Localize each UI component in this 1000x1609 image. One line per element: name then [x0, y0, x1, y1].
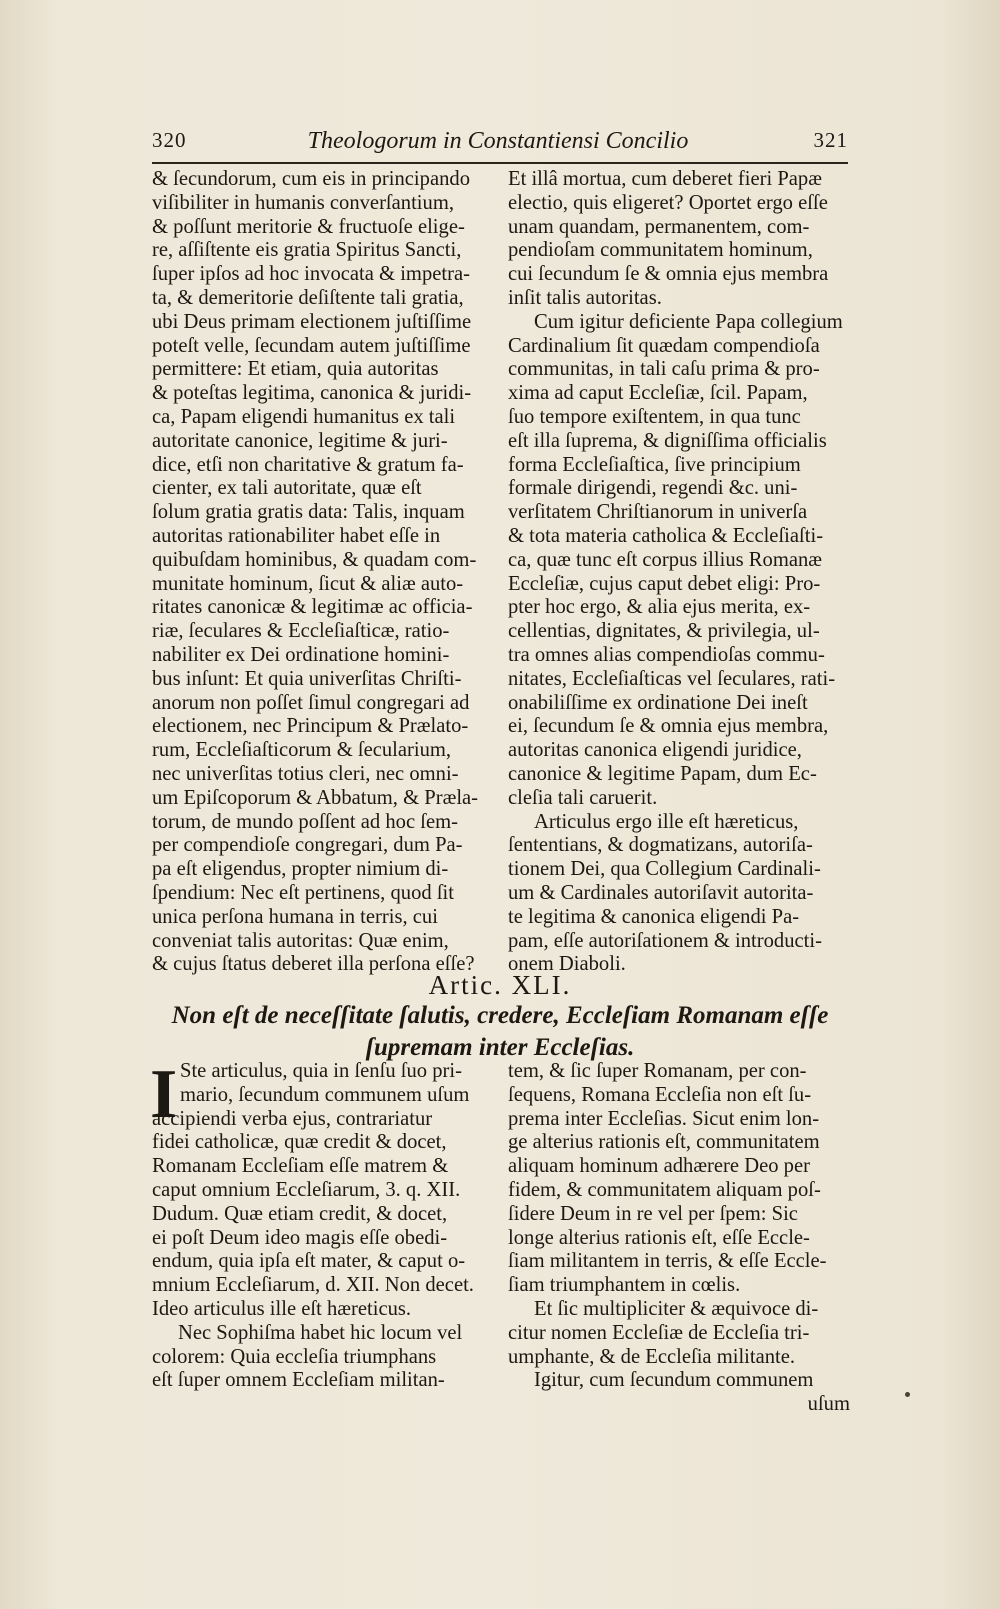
- text-line: & ſecundorum, cum eis in principando: [152, 168, 470, 190]
- text-line: ſiam triumphantem in cœlis.: [508, 1274, 741, 1297]
- text-line: Ideo articulus ille eſt hæreticus.: [152, 1297, 412, 1320]
- text-line: electio, quis eligeret? Oportet ergo eſſe: [508, 191, 828, 214]
- text-line: cellentias, dignitates, & privilegia, ul-: [508, 620, 820, 643]
- paragraph: [508, 1298, 850, 1369]
- text-line: fidei catholicæ, quæ credit & docet,: [152, 1131, 447, 1154]
- text-line: umphante, & de Eccleſia militante.: [508, 1345, 796, 1368]
- text-line: pter hoc ergo, & alia ejus merita, ex-: [508, 596, 811, 619]
- text-line: ge alterius rationis eſt, communitatem: [508, 1131, 820, 1154]
- page-number-right: 321: [813, 128, 848, 152]
- text-line: nitates, Eccleſiaſticas vel ſeculares, rati-: [508, 667, 836, 690]
- text-line: caput omnium Eccleſiarum, 3. q. XII.: [152, 1178, 461, 1201]
- right-column-top: [508, 168, 850, 977]
- text-line: ſuper ipſos ad hoc invocata & impetra-: [152, 263, 470, 286]
- text-line: ſolum gratia gratis data: Talis, inquam: [152, 501, 465, 524]
- text-line: viſibiliter in humanis converſantium,: [152, 191, 454, 214]
- text-line: Eccleſiæ, cujus caput debet eligi: Pro-: [508, 572, 821, 595]
- text-line: anorum non poſſet ſimul congregari ad: [152, 691, 470, 714]
- text-line: riæ, ſeculares & Eccleſiaſticæ, ratio-: [152, 620, 450, 643]
- text-line: mario, ſecundum communem uſum: [180, 1083, 470, 1106]
- text-line: nec univerſitas totius cleri, nec omni-: [152, 762, 459, 785]
- text-line: & poteſtas legitima, canonica & juridi-: [152, 382, 472, 405]
- text-line: torum, de mundo poſſent ad hoc ſem-: [152, 810, 458, 833]
- text-line: ta, & demeritorie deſiſtente tali gratia,: [152, 286, 464, 309]
- text-line: Igitur, cum ſecundum communem: [534, 1369, 814, 1392]
- text-line: ei poſt Deum ideo magis eſſe obedi-: [152, 1226, 448, 1249]
- text-line: autoritas rationabiliter habet eſſe in: [152, 524, 441, 547]
- running-header: [148, 128, 848, 158]
- text-line: fidem, & communitatem aliquam poſ-: [508, 1178, 821, 1201]
- text-line: ſententians, & dogmatizans, autoriſa-: [508, 834, 813, 857]
- text-line: autoritate canonice, legitime & juri-: [152, 429, 448, 452]
- catchword: uſum: [807, 1393, 850, 1416]
- text-line: nabiliter ex Dei ordinatione homini-: [152, 643, 450, 666]
- text-line: bus inſunt: Et quia univerſitas Chriſti-: [152, 667, 462, 690]
- paragraph: [508, 168, 850, 311]
- text-line: verſitatem Chriſtianorum in univerſa: [508, 501, 808, 524]
- text-line: forma Eccleſiaſtica, ſive principium: [508, 453, 801, 476]
- text-line: aliquam hominum adhærere Deo per: [508, 1155, 810, 1178]
- paragraph: [508, 311, 850, 811]
- text-line: poteſt velle, ſecundam autem juſtiſſime: [152, 334, 471, 357]
- text-line: dice, etſi non charitative & gratum fa-: [152, 453, 464, 476]
- text-line: pendioſam communitatem hominum,: [508, 239, 813, 262]
- text-line: quibuſdam hominibus, & quadam com-: [152, 548, 477, 571]
- text-line: ſuo tempore exiſtentem, in qua tunc: [508, 405, 801, 428]
- text-line: ſiam militantem in terris, & eſſe Eccle-: [508, 1250, 827, 1273]
- text-line: eſt ſuper omnem Eccleſiam militan-: [152, 1369, 445, 1392]
- page-number-left: 320: [152, 128, 187, 152]
- text-line: eſt illa ſuprema, & digniſſima officialis: [508, 429, 827, 452]
- text-line: canonice & legitime Papam, dum Ec-: [508, 762, 817, 785]
- text-line: Ste articulus, quia in ſenſu ſuo pri-: [180, 1060, 462, 1082]
- paragraph: [508, 811, 850, 978]
- paragraph: [150, 1056, 498, 1322]
- text-line: & tota materia catholica & Eccleſiaſti-: [508, 524, 824, 547]
- paragraph: [508, 1060, 850, 1298]
- text-line: Cum igitur deficiente Papa collegium: [534, 310, 843, 333]
- text-line: unica perſona humana in terris, cui: [152, 905, 438, 928]
- text-line: Et ſic multipliciter & æquivoce di-: [534, 1297, 819, 1320]
- text-line: rum, Eccleſiaſticorum & ſecularium,: [152, 739, 452, 762]
- text-line: tionem Dei, qua Collegium Cardinali-: [508, 858, 821, 881]
- text-line: longe alterius rationis eſt, eſſe Eccle-: [508, 1226, 810, 1249]
- right-column-bottom: [508, 1060, 850, 1417]
- text-line: cleſia tali caruerit.: [508, 786, 658, 809]
- text-line: te legitima & canonica eligendi Pa-: [508, 905, 800, 928]
- text-line: Romanam Eccleſiam eſſe matrem &: [152, 1155, 449, 1178]
- text-line: per compendioſe congregari, dum Pa-: [152, 834, 463, 857]
- text-line: tra omnes alias compendioſas commu-: [508, 643, 825, 666]
- text-line: xima ad caput Eccleſiæ, ſcil. Papam,: [508, 382, 808, 405]
- text-line: cienter, ex tali autoritate, quæ eſt: [152, 477, 422, 500]
- text-line: communitas, in tali caſu prima & pro-: [508, 358, 820, 381]
- text-line: pa eſt eligendus, propter nimium di-: [152, 858, 449, 881]
- left-column-bottom: [150, 1056, 498, 1393]
- text-line: munitate hominum, ſicut & aliæ auto-: [152, 572, 464, 595]
- text-line: Et illâ mortua, cum deberet fieri Papæ: [508, 168, 822, 190]
- article-subtitle-line: Non eſt de neceſſitate ſalutis, credere, Eccleſiam Romanam eſſe: [171, 1002, 829, 1029]
- text-line: onem Diaboli.: [508, 953, 626, 976]
- text-line: & cujus ſtatus deberet illa perſona eſſe?: [152, 953, 475, 976]
- text-line: conveniat talis autoritas: Quæ enim,: [152, 929, 449, 952]
- article-subtitle: [150, 1000, 850, 1064]
- text-line: onabiliſſime ex ordinatione Dei ineſt: [508, 691, 808, 714]
- text-line: colorem: Quia eccleſia triumphans: [152, 1345, 437, 1368]
- running-title: Theologorum in Constantiensi Concilio: [307, 128, 689, 154]
- text-line: ei, ſecundum ſe & omnia ejus membra,: [508, 715, 829, 738]
- article-subtitle-line: ſupremam inter Eccleſias.: [365, 1034, 635, 1061]
- text-line: pam, eſſe autoriſationem & introducti-: [508, 929, 822, 952]
- text-line: ca, Papam eligendi humanitus ex tali: [152, 405, 456, 428]
- drop-cap: I: [150, 1056, 178, 1133]
- text-line: mnium Eccleſiarum, d. XII. Non decet.: [152, 1274, 474, 1297]
- ink-spot: [905, 1392, 910, 1397]
- text-line: Dudum. Quæ etiam credit, & docet,: [152, 1202, 448, 1225]
- article-heading: Artic. XLI.: [428, 970, 572, 1000]
- text-line: formale dirigendi, regendi &c. uni-: [508, 477, 798, 500]
- text-line: ſequens, Romana Eccleſia non eſt ſu-: [508, 1083, 812, 1106]
- text-line: Cardinalium ſit quædam compendioſa: [508, 334, 820, 357]
- text-line: electionem, nec Principum & Prælato-: [152, 715, 469, 738]
- text-line: permittere: Et etiam, quia autoritas: [152, 358, 439, 381]
- text-line: citur nomen Eccleſiæ de Eccleſia tri-: [508, 1321, 810, 1344]
- text-line: accipiendi verba ejus, contrariatur: [152, 1107, 433, 1130]
- text-line: re, aſſiſtente eis gratia Spiritus Sancti,: [152, 239, 462, 262]
- text-line: ſpendium: Nec eſt pertinens, quod ſit: [152, 881, 454, 904]
- paragraph: [508, 1369, 850, 1393]
- text-line: Articulus ergo ille eſt hæreticus,: [534, 810, 799, 833]
- text-line: inſit talis autoritas.: [508, 286, 662, 309]
- text-line: ſidere Deum in re vel per ſpem: Sic: [508, 1202, 798, 1225]
- text-line: & poſſunt meritorie & fructuoſe elige-: [152, 215, 465, 238]
- text-line: ubi Deus primam electionem juſtiſſime: [152, 310, 472, 333]
- paragraph: [152, 1322, 498, 1393]
- text-line: cui ſecundum ſe & omnia ejus membra: [508, 263, 829, 286]
- header-rule: [152, 162, 848, 164]
- text-line: Nec Sophiſma habet hic locum vel: [178, 1321, 463, 1344]
- left-column-top: [152, 168, 498, 977]
- text-line: unam quandam, permanentem, com-: [508, 215, 810, 238]
- paragraph: [152, 168, 498, 977]
- text-line: um & Cardinales autoriſavit autorita-: [508, 881, 814, 904]
- text-line: autoritas canonica eligendi juridice,: [508, 739, 802, 762]
- text-line: ritates canonicæ & legitimæ ac officia-: [152, 596, 473, 619]
- text-line: prema inter Eccleſias. Sicut enim lon-: [508, 1107, 820, 1130]
- text-line: endum, quia ipſa eſt mater, & caput o-: [152, 1250, 466, 1273]
- text-line: um Epiſcoporum & Abbatum, & Præla-: [152, 786, 479, 809]
- text-line: tem, & ſic ſuper Romanam, per con-: [508, 1060, 807, 1082]
- text-line: ca, quæ tunc eſt corpus illius Romanæ: [508, 548, 823, 571]
